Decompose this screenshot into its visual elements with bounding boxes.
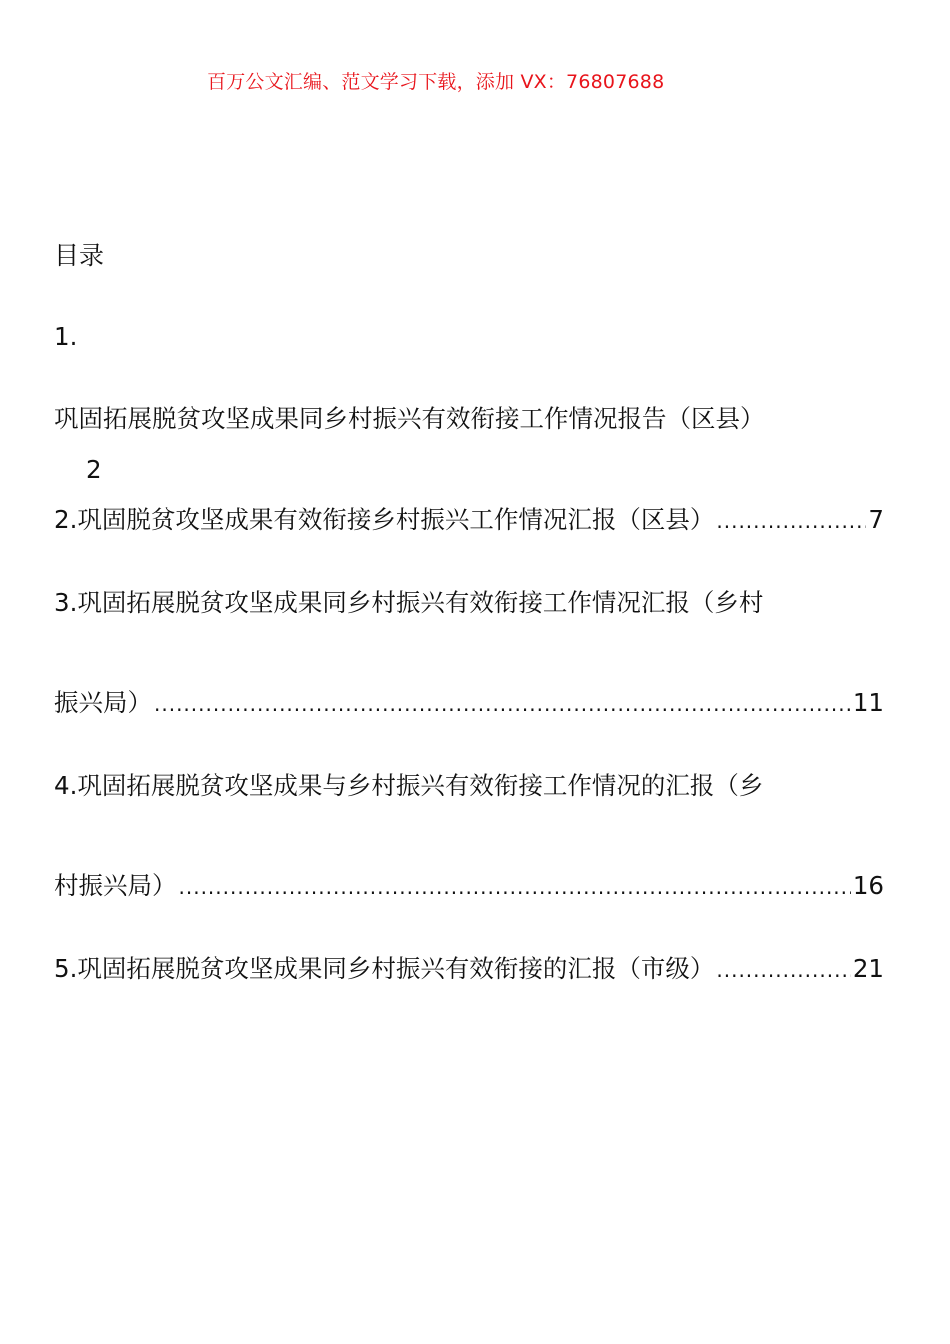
toc-entry-5-leader-dots: [716, 958, 850, 982]
toc-entry-5-text: 5.巩固拓展脱贫攻坚成果同乡村振兴有效衔接的汇报（市级）: [54, 954, 715, 983]
toc-entry-5-page: 21: [852, 954, 884, 983]
toc-entry-3-leader-dots: [154, 692, 851, 716]
toc-entry-1-text[interactable]: 巩固拓展脱贫攻坚成果同乡村振兴有效衔接工作情况报告（区县）: [54, 404, 765, 433]
toc-entry-3-text-line1[interactable]: 3.巩固拓展脱贫攻坚成果同乡村振兴有效衔接工作情况汇报（乡村: [54, 588, 764, 617]
toc-entry-4[interactable]: [54, 871, 884, 900]
toc-entry-4-leader-dots: [179, 875, 851, 899]
toc-entry-5[interactable]: [54, 954, 884, 983]
toc-entry-3-text-line2: 振兴局）: [54, 688, 152, 717]
toc-title: 目录: [54, 241, 105, 270]
toc-entry-4-page: 16: [852, 871, 884, 900]
toc-entry-3[interactable]: [54, 688, 884, 717]
toc-entry-4-text-line2: 村振兴局）: [54, 871, 177, 900]
toc-entry-1-page: 2: [86, 455, 102, 484]
toc-entry-1-number: 1.: [54, 322, 78, 351]
toc-entry-3-page: 11: [852, 688, 884, 717]
watermark-text: 百万公文汇编、范文学习下载，添加 VX：76807688: [207, 71, 665, 93]
toc-entry-2[interactable]: [54, 505, 884, 534]
toc-entry-2-text: 2.巩固脱贫攻坚成果有效衔接乡村振兴工作情况汇报（区县）: [54, 505, 715, 534]
toc-entry-4-text-line1[interactable]: 4.巩固拓展脱贫攻坚成果与乡村振兴有效衔接工作情况的汇报（乡: [54, 771, 764, 800]
toc-entry-2-leader-dots: [716, 509, 866, 533]
toc-entry-2-page: 7: [868, 505, 884, 534]
